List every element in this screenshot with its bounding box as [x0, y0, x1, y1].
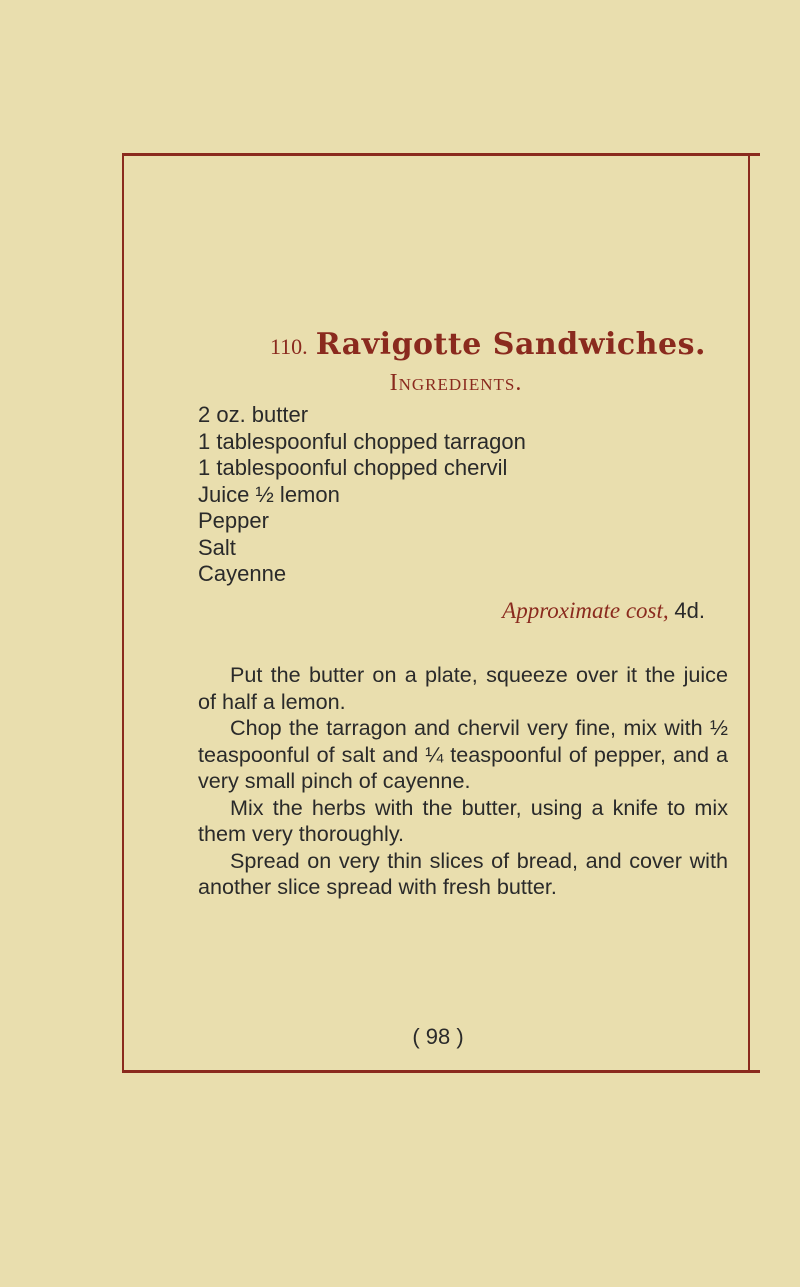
recipe-number: 110. — [270, 334, 308, 359]
ingredient-item: 2 oz. butter — [198, 402, 309, 427]
method-paragraph: Chop the tarragon and chervil very fine, mix with ½ teaspoonful of salt and ¼ teaspoonful of pepper, and a very small pinch of cayenne. — [198, 715, 728, 793]
method-paragraph: Spread on very thin slices of bread, and cover with another slice spread with fresh butter. — [198, 847, 728, 899]
ingredients-list — [198, 402, 526, 588]
ingredient-item: Cayenne — [198, 561, 287, 586]
border-rule-bottom — [740, 1070, 760, 1073]
recipe-name: Ravigotte Sandwiches. — [315, 327, 706, 362]
ingredient-item: Pepper — [198, 508, 269, 533]
ingredient-item: Salt — [198, 534, 236, 560]
ingredient-item: 1 tablespoonful chopped chervil — [198, 455, 508, 480]
page-number-text: ( 98 ) — [412, 1024, 464, 1049]
method-paragraph: Put the butter on a plate, squeeze over it the juice of half a lemon. — [198, 662, 728, 714]
cost-value: 4d. — [674, 598, 705, 623]
border-rule-top — [740, 153, 760, 156]
recipe-title — [270, 327, 706, 362]
ingredient-item: Juice ½ lemon — [198, 481, 340, 507]
ingredients-heading-text: Ingredients. — [389, 370, 523, 396]
method-paragraph: Mix the herbs with the butter, using a knife to mix them very thoroughly. — [198, 794, 728, 846]
method-instructions — [198, 662, 728, 901]
ingredient-item: 1 tablespoonful chopped tarragon — [198, 428, 526, 454]
page-number — [0, 1024, 800, 1050]
cost-label: Approximate cost, — [502, 598, 669, 623]
approximate-cost — [502, 598, 705, 624]
ingredients-heading — [0, 370, 800, 397]
